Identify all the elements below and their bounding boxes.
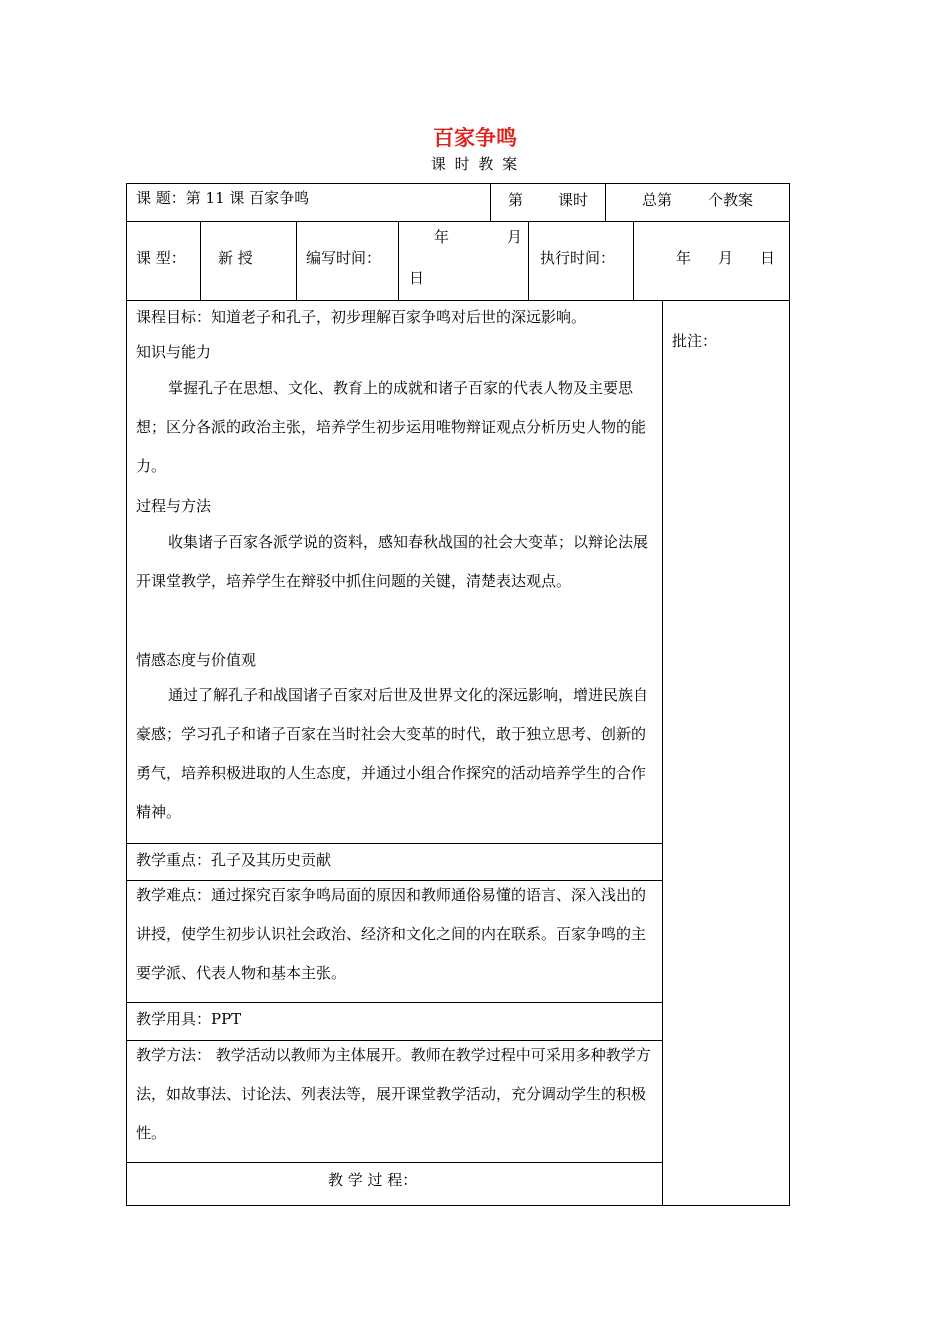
exec-month: 月 <box>718 249 734 267</box>
knowledge-paragraph: 掌握孔子在思想、文化、教育上的成就和诸子百家的代表人物及主要思想；区分各派的政治主张，培养学生初步运用唯物辩证观点分析历史人物的能力。 <box>136 379 647 475</box>
process-method-paragraph: 收集诸子百家各派学说的资料，感知春秋战国的社会大变革；以辩论法展开课堂教学，培养学生在辩驳中抓住问题的关键，清楚表达观点。 <box>136 533 649 590</box>
difficulty-paragraph: 教学难点：通过探究百家争鸣局面的原因和教师通俗易懂的语言、深入浅出的讲授，使学生初步认识社会政治、经济和文化之间的内在联系。百家争鸣的主要学派、代表人物和基本主张。 <box>136 886 647 982</box>
rule-v-r2-b <box>296 221 297 300</box>
topic-cell: 课 题：第 11 课 百家争鸣 <box>136 189 310 207</box>
rule-keypoint-top <box>126 843 663 844</box>
document-subtitle: 课 时 教 案 <box>430 155 520 173</box>
rule-v-r2-e <box>633 221 634 300</box>
total-di: 总第 <box>642 191 673 209</box>
exec-day: 日 <box>760 249 776 267</box>
document-title: 百家争鸣 <box>433 126 517 150</box>
emotion-paragraph: 通过了解孔子和战国诸子百家对后世及世界文化的深远影响，增进民族自豪感；学习孔子和诸子百家在当时社会大变革的时代，敢于独立思考、创新的勇气，培养积极进取的人生态度，并通过小组合作探究的活动培养学生的合作精神。 <box>136 686 649 821</box>
teaching-method: 教学方法： 教学活动以教师为主体展开。教师在教学过程中可采用多种教学方法，如故事法、讨论法、列表法等，展开课堂教学活动，充分调动学生的积极性。 <box>136 1046 651 1142</box>
key-point: 教学重点：孔子及其历史贡献 <box>136 851 332 869</box>
type-value: 新 授 <box>218 249 253 267</box>
emotion-heading: 情感态度与价值观 <box>136 651 257 669</box>
written-label: 编写时间： <box>306 249 382 267</box>
rule-v-r2-c <box>398 221 399 300</box>
teaching-process-heading: 教 学 过 程： <box>328 1171 418 1189</box>
rule-v-r1-b <box>605 183 606 221</box>
type-label: 课 型： <box>136 249 186 267</box>
exec-year: 年 <box>676 249 692 267</box>
written-month: 月 <box>507 228 523 246</box>
rule-v-r2-a <box>200 221 201 300</box>
rule-header-1 <box>126 221 790 222</box>
rule-v-r2-d <box>528 221 529 300</box>
note-label: 批注： <box>672 332 718 350</box>
period-keshi: 课时 <box>558 191 589 209</box>
rule-v-r1-a <box>490 183 491 221</box>
written-day: 日 <box>409 269 425 287</box>
rule-v-note <box>662 300 663 1206</box>
course-goal: 课程目标：知道老子和孔子，初步理解百家争鸣对后世的深远影响。 <box>136 308 587 326</box>
total-suffix: 个教案 <box>708 191 754 209</box>
written-year: 年 <box>434 228 450 246</box>
teaching-tools: 教学用具：PPT <box>136 1010 242 1028</box>
rule-tools-top <box>126 1002 663 1003</box>
exec-label: 执行时间： <box>540 249 616 267</box>
period-di: 第 <box>508 191 524 209</box>
rule-header-2 <box>126 300 790 301</box>
knowledge-heading: 知识与能力 <box>136 343 212 361</box>
process-method-heading: 过程与方法 <box>136 497 212 515</box>
rule-process-top <box>126 1162 663 1163</box>
